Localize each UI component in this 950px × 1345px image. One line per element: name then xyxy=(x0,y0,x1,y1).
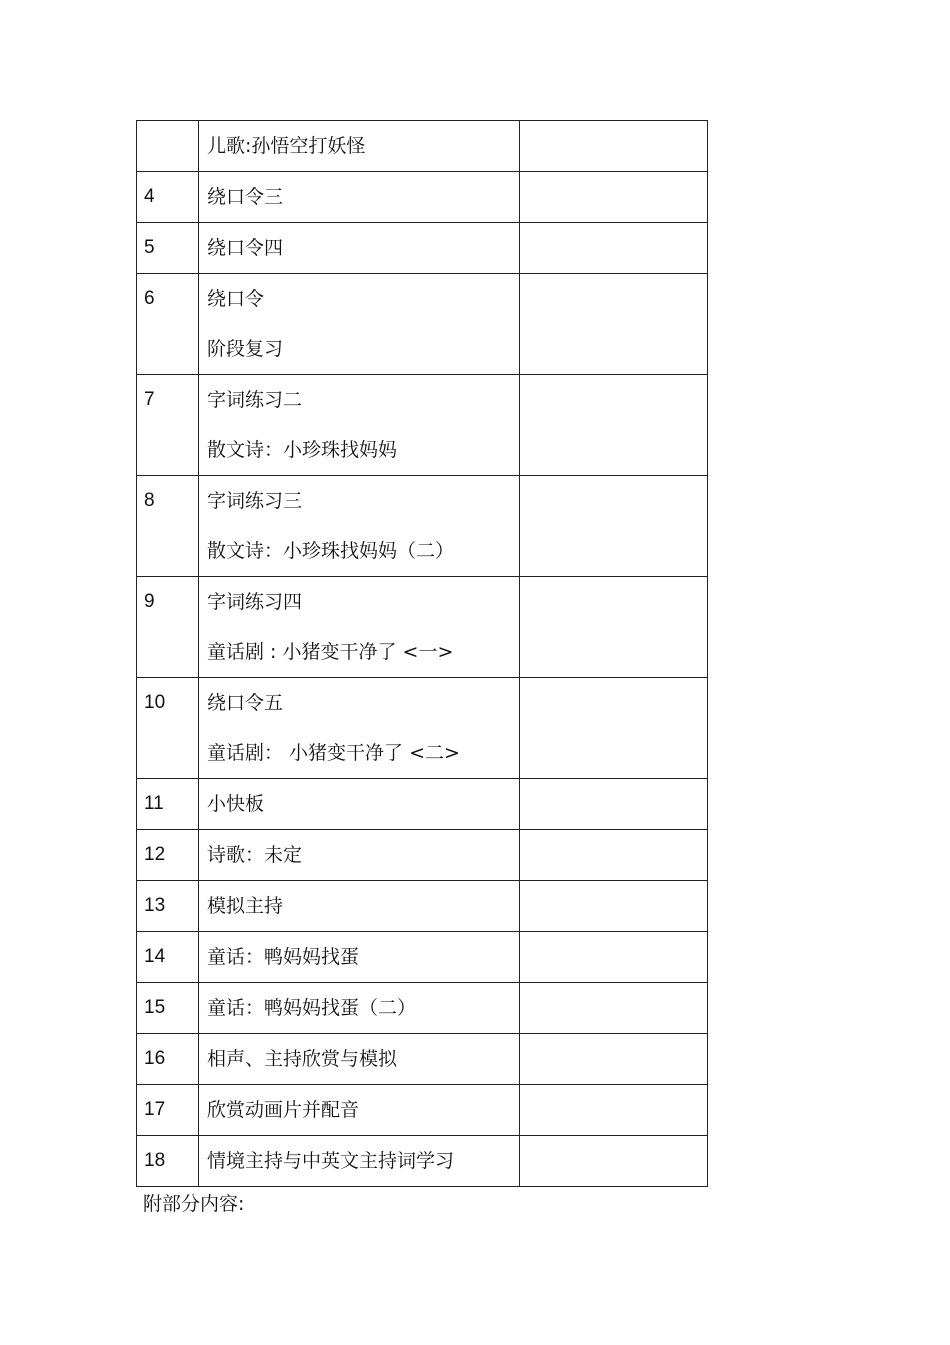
table-row xyxy=(137,476,708,577)
lesson-number: 10 xyxy=(137,678,199,779)
lesson-content-line: 童话剧 : 小猪变干净了 <一> xyxy=(207,641,454,663)
lesson-content-line: 绕口令四 xyxy=(207,237,284,259)
lesson-content xyxy=(199,121,520,172)
lesson-content xyxy=(199,375,520,476)
lesson-number: 14 xyxy=(137,932,199,983)
lesson-content xyxy=(199,172,520,223)
lesson-content xyxy=(199,830,520,881)
lesson-note xyxy=(520,830,708,881)
table-row xyxy=(137,274,708,375)
lesson-note xyxy=(520,983,708,1034)
lesson-content-line: 字词练习三 xyxy=(207,490,303,512)
lesson-number: 13 xyxy=(137,881,199,932)
lesson-note xyxy=(520,476,708,577)
lesson-content xyxy=(199,223,520,274)
lesson-content xyxy=(199,678,520,779)
lesson-number: 8 xyxy=(137,476,199,577)
lesson-number: 5 xyxy=(137,223,199,274)
lesson-content-line: 绕口令三 xyxy=(207,186,284,208)
appendix-label: 附部分内容: xyxy=(143,1193,245,1215)
lesson-number: 18 xyxy=(137,1136,199,1187)
lesson-note xyxy=(520,223,708,274)
lesson-content xyxy=(199,1034,520,1085)
lesson-content-line: 诗歌：未定 xyxy=(207,844,303,866)
lesson-content-line: 欣赏动画片并配音 xyxy=(207,1099,360,1121)
lesson-number: 17 xyxy=(137,1085,199,1136)
lesson-content-line: 儿歌:孙悟空打妖怪 xyxy=(207,135,366,157)
lesson-note xyxy=(520,1085,708,1136)
table-row xyxy=(137,172,708,223)
lesson-note xyxy=(520,274,708,375)
table-row xyxy=(137,1034,708,1085)
lesson-content-line: 小快板 xyxy=(207,793,265,815)
lesson-number xyxy=(137,121,199,172)
table-row xyxy=(137,932,708,983)
lesson-number: 12 xyxy=(137,830,199,881)
lesson-content-line: 字词练习二 xyxy=(207,389,303,411)
table-row xyxy=(137,881,708,932)
lesson-content-line: 散文诗：小珍珠找妈妈（二） xyxy=(207,540,455,562)
lesson-content xyxy=(199,274,520,375)
lesson-note xyxy=(520,172,708,223)
table-row xyxy=(137,678,708,779)
table-row xyxy=(137,1085,708,1136)
lesson-number: 15 xyxy=(137,983,199,1034)
lesson-content-line: 情境主持与中英文主持词学习 xyxy=(207,1150,455,1172)
lesson-content xyxy=(199,1085,520,1136)
lesson-note xyxy=(520,678,708,779)
lesson-note xyxy=(520,121,708,172)
lesson-note xyxy=(520,577,708,678)
lesson-content xyxy=(199,476,520,577)
lesson-note xyxy=(520,375,708,476)
lesson-content-line: 童话：鸭妈妈找蛋（二） xyxy=(207,997,417,1019)
lesson-number: 16 xyxy=(137,1034,199,1085)
table-row xyxy=(137,223,708,274)
lesson-number: 4 xyxy=(137,172,199,223)
lesson-content-line: 童话：鸭妈妈找蛋 xyxy=(207,946,360,968)
lesson-content xyxy=(199,881,520,932)
lesson-content xyxy=(199,577,520,678)
table-row xyxy=(137,375,708,476)
lesson-number: 9 xyxy=(137,577,199,678)
lesson-content xyxy=(199,983,520,1034)
table-row xyxy=(137,577,708,678)
schedule-table xyxy=(136,120,708,1187)
lesson-content-line: 童话剧： 小猪变干净了 <二> xyxy=(207,742,460,764)
lesson-content-line: 模拟主持 xyxy=(207,895,284,917)
lesson-content xyxy=(199,932,520,983)
lesson-note xyxy=(520,1034,708,1085)
lesson-content-line: 绕口令五 xyxy=(207,692,284,714)
lesson-content-line: 绕口令 xyxy=(207,288,265,310)
lesson-content-line: 相声、主持欣赏与模拟 xyxy=(207,1048,398,1070)
lesson-content-line: 字词练习四 xyxy=(207,591,303,613)
table-row xyxy=(137,983,708,1034)
lesson-number: 6 xyxy=(137,274,199,375)
lesson-note xyxy=(520,881,708,932)
lesson-number: 11 xyxy=(137,779,199,830)
lesson-note xyxy=(520,932,708,983)
table-row xyxy=(137,830,708,881)
lesson-number: 7 xyxy=(137,375,199,476)
table-row xyxy=(137,779,708,830)
schedule-table-body xyxy=(137,121,708,1187)
table-row xyxy=(137,121,708,172)
lesson-content xyxy=(199,779,520,830)
lesson-note xyxy=(520,1136,708,1187)
lesson-content xyxy=(199,1136,520,1187)
lesson-content-line: 散文诗：小珍珠找妈妈 xyxy=(207,439,398,461)
lesson-content-line: 阶段复习 xyxy=(207,338,284,360)
lesson-note xyxy=(520,779,708,830)
